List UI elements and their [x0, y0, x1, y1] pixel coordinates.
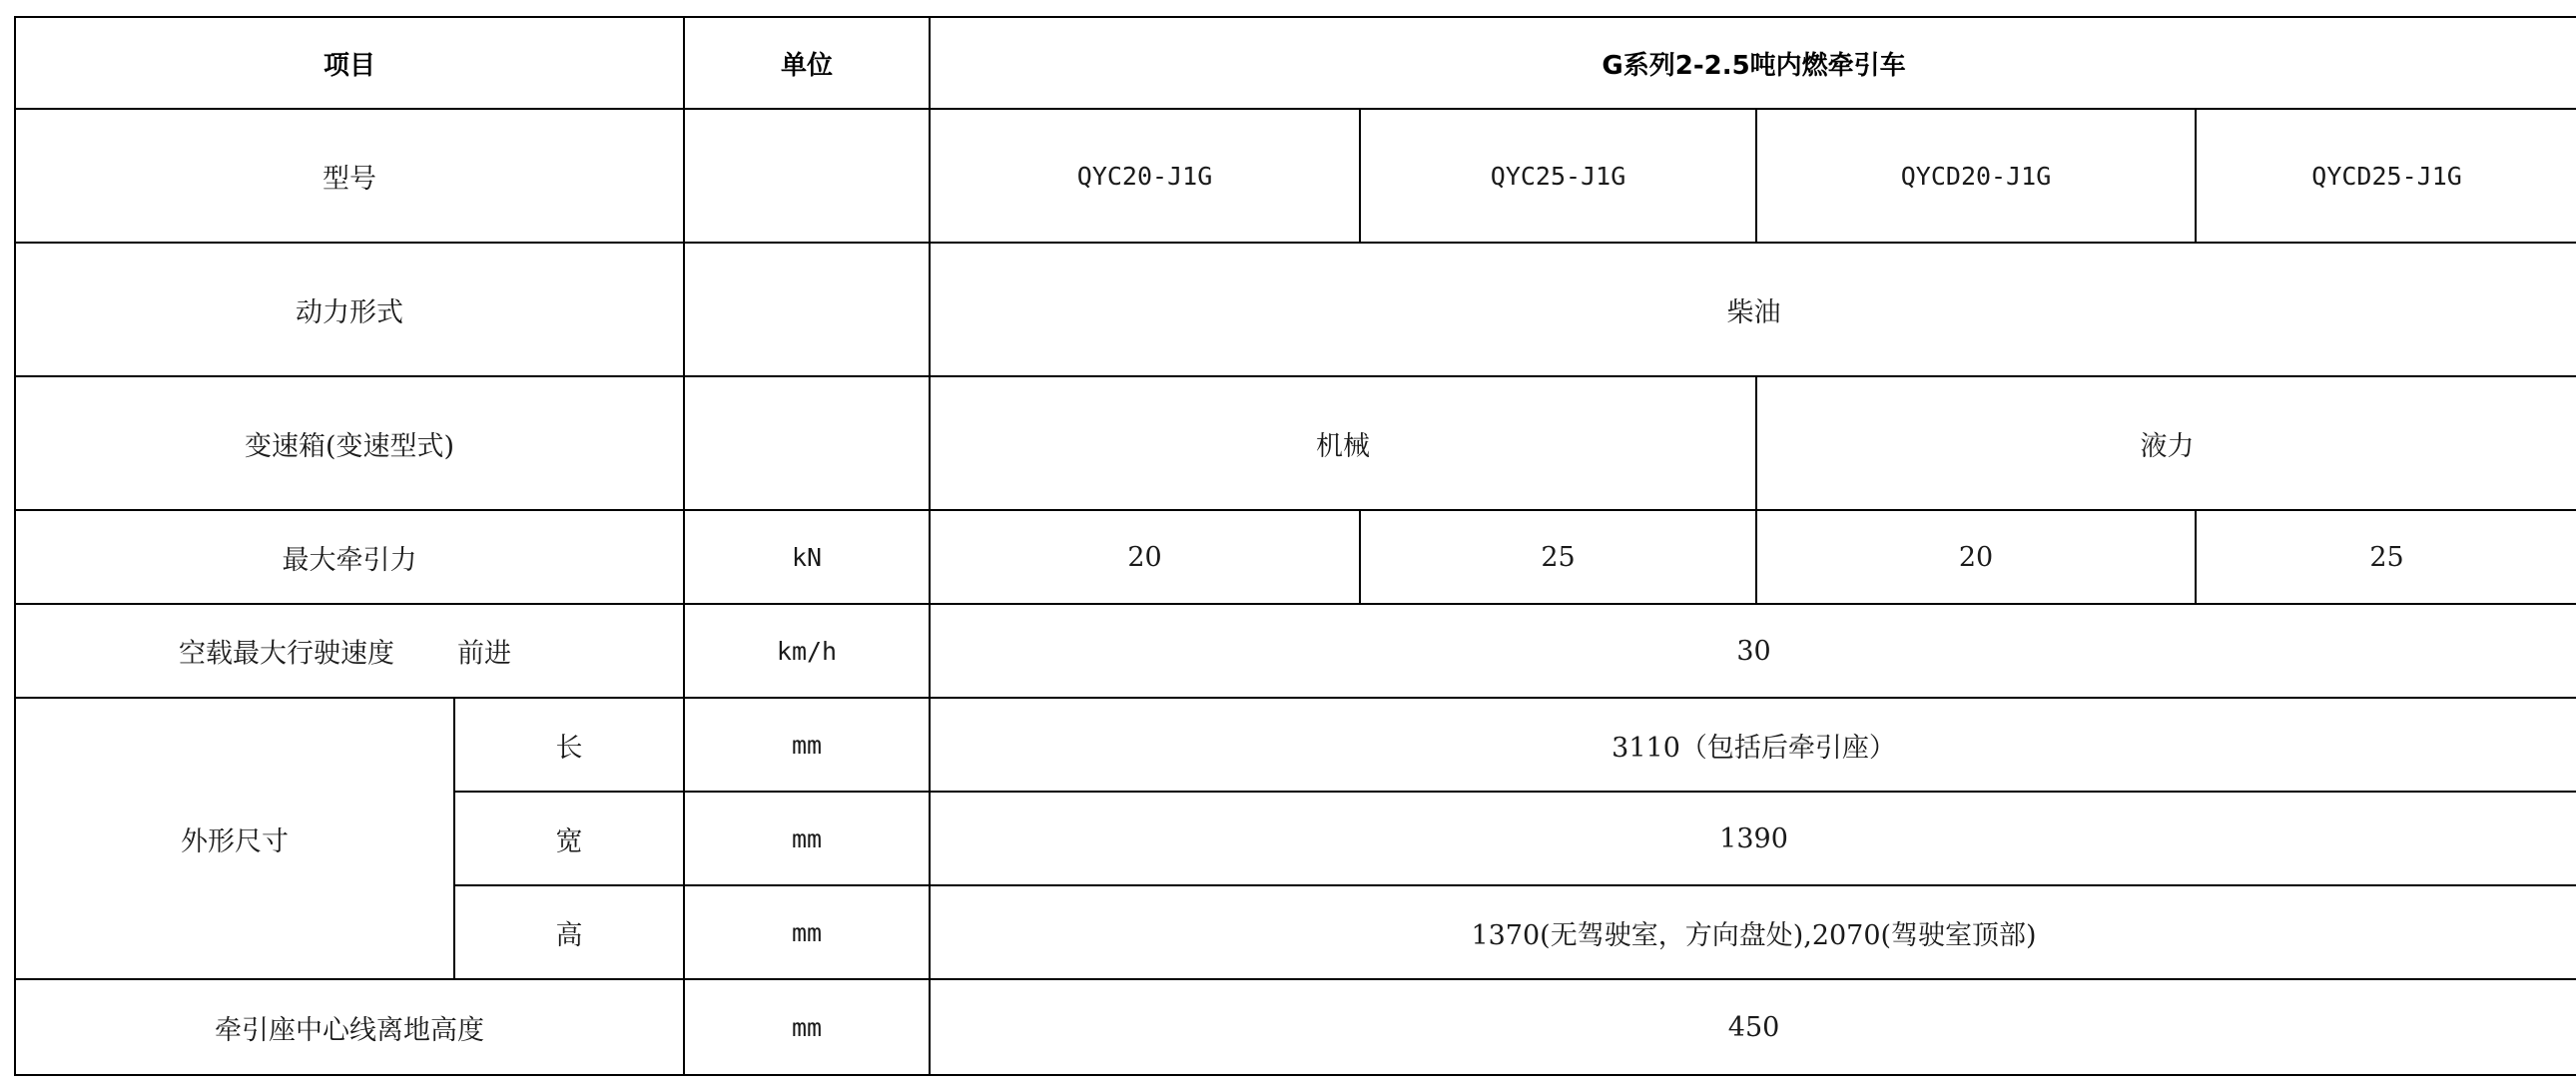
transmission-value: 液力 [1756, 376, 2576, 510]
transmission-value: 机械 [930, 376, 1756, 510]
header-row [15, 17, 2576, 109]
hitch-height-value: 450 [930, 979, 2576, 1075]
power-value: 柴油 [930, 243, 2576, 376]
model-value: QYCD20-J1G [1756, 109, 2196, 243]
length-label: 长 [454, 698, 684, 792]
row-length [15, 698, 2576, 792]
length-value: 3110（包括后牵引座） [930, 698, 2576, 792]
hitch-height-unit: mm [684, 979, 930, 1075]
spec-table [14, 16, 2576, 1076]
model-unit [684, 109, 930, 243]
power-label: 动力形式 [15, 243, 684, 376]
row-power [15, 243, 2576, 376]
height-label: 高 [454, 885, 684, 979]
row-transmission [15, 376, 2576, 510]
row-model [15, 109, 2576, 243]
model-value: QYCD25-J1G [2196, 109, 2576, 243]
header-unit: 单位 [684, 17, 930, 109]
speed-label-cell [15, 604, 684, 698]
model-label: 型号 [15, 109, 684, 243]
header-series: G系列2-2.5吨内燃牵引车 [930, 17, 2576, 109]
speed-direction: 前进 [457, 638, 511, 670]
transmission-label: 变速箱(变速型式) [15, 376, 684, 510]
height-unit: mm [684, 885, 930, 979]
traction-unit: kN [684, 510, 930, 604]
speed-unit: km/h [684, 604, 930, 698]
width-value: 1390 [930, 792, 2576, 885]
length-unit: mm [684, 698, 930, 792]
traction-value: 20 [1756, 510, 2196, 604]
height-value: 1370(无驾驶室，方向盘处),2070(驾驶室顶部) [930, 885, 2576, 979]
model-value: QYC20-J1G [930, 109, 1360, 243]
traction-label: 最大牵引力 [15, 510, 684, 604]
traction-value: 25 [2196, 510, 2576, 604]
row-traction [15, 510, 2576, 604]
traction-value: 25 [1360, 510, 1756, 604]
power-unit [684, 243, 930, 376]
width-label: 宽 [454, 792, 684, 885]
transmission-unit [684, 376, 930, 510]
hitch-height-label: 牵引座中心线离地高度 [15, 979, 684, 1075]
header-item: 项目 [15, 17, 684, 109]
traction-value: 20 [930, 510, 1360, 604]
dimensions-label: 外形尺寸 [15, 698, 454, 979]
speed-value: 30 [930, 604, 2576, 698]
row-hitch-height [15, 979, 2576, 1075]
width-unit: mm [684, 792, 930, 885]
row-speed [15, 604, 2576, 698]
model-value: QYC25-J1G [1360, 109, 1756, 243]
speed-label: 空载最大行驶速度 [179, 638, 394, 670]
